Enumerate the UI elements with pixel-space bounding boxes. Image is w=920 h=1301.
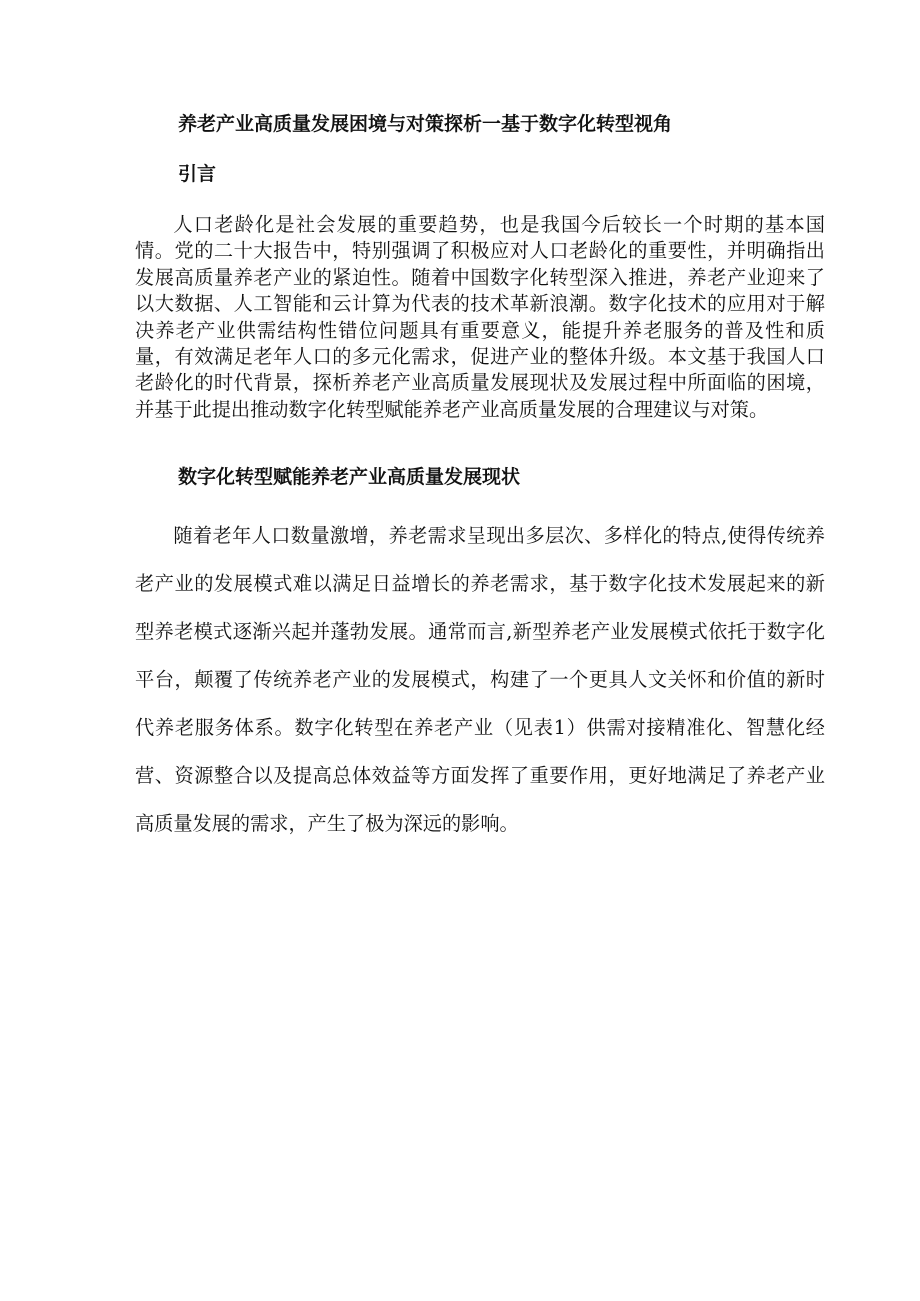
section-paragraph: 随着老年人口数量激增，养老需求呈现出多层次、多样化的特点,使得传统养老产业的发展模式难以满足日益增长的养老需求，基于数字化技术发展起来的新型养老模式逐渐兴起并蓬勃发展。通常而言,新型养老产业发展模式依托于数字化平台，颠覆了传统养老产业的发展模式，构建了一个更具人文关怀和价值的新时代养老服务体系。数字化转型在养老产业（见表1）供需对接精准化、智慧化经营、资源整合以及提高总体效益等方面发挥了重要作用，更好地满足了养老产业高质量发展的需求，产生了极为深远的影响。 — [135, 524, 825, 835]
section-heading: 数字化转型赋能养老产业高质量发展现状 — [178, 466, 521, 488]
intro-paragraph: 人口老龄化是社会发展的重要趋势，也是我国今后较长一个时期的基本国情。党的二十大报告中，特别强调了积极应对人口老龄化的重要性，并明确指出发展高质量养老产业的紧迫性。随着中国数字化转型深入推进，养老产业迎来了以大数据、人工智能和云计算为代表的技术革新浪潮。数字化技术的应用对于解决养老产业供需结构性错位问题具有重要意义，能提升养老服务的普及性和质量，有效满足老年人口的多元化需求，促进产业的整体升级。本文基于我国人口老龄化的时代背景，探析养老产业高质量发展现状及发展过程中所面临的困境，并基于此提出推动数字化转型赋能养老产业高质量发展的合理建议与对策。 — [135, 213, 825, 421]
intro-heading: 引言 — [178, 163, 217, 185]
document-title: 养老产业高质量发展困境与对策探析一基于数字化转型视角 — [178, 113, 673, 135]
